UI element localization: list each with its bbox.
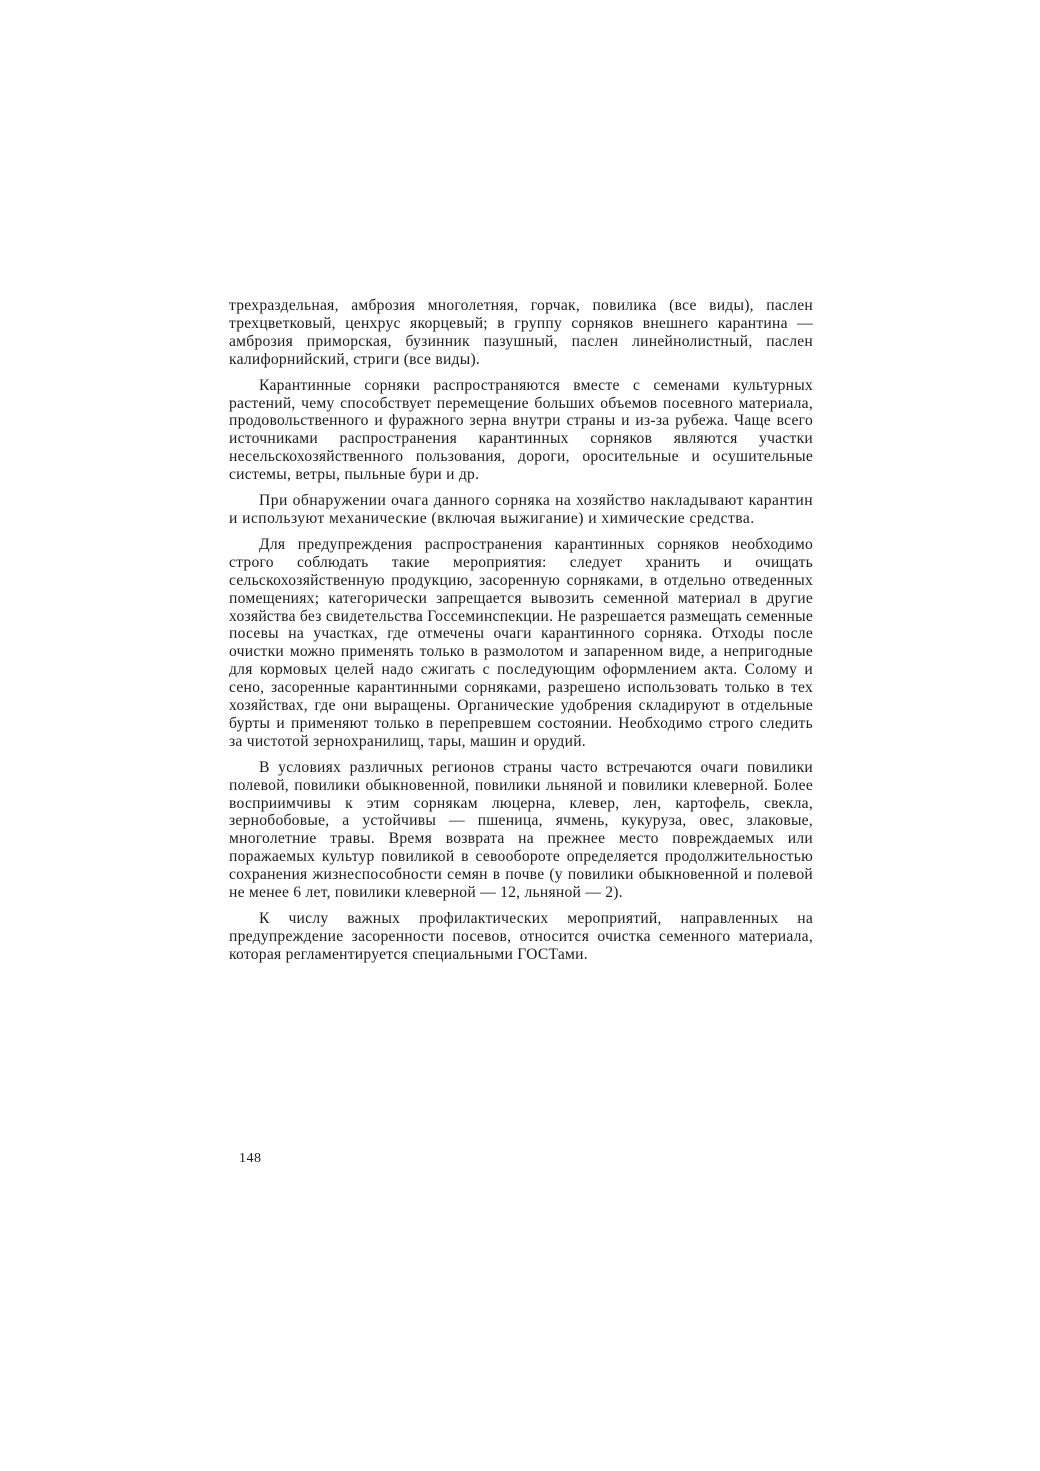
paragraph-1: трехраздельная, амброзия многолетняя, горчак, повилика (все виды), паслен трехцветковый, ценхрус якорцевый; в группу сорняков внешнего карантина — амброзия приморская, бузинник пазушный, паслен линейнолистный, паслен калифорнийский, стриги (все виды).	[229, 297, 813, 368]
paragraph-2: Карантинные сорняки распространяются вместе с семенами культурных растений, чему способствует перемещение больших объемов посевного материала, продовольственного и фуражного зерна внутри страны и из-за рубежа. Чаще всего источниками распространения карантинных сорняков являются участки несельскохозяйственного пользования, дороги, оросительные и осушительные системы, ветры, пыльные бури и др.	[229, 376, 813, 484]
page-text	[229, 297, 813, 972]
paragraph-4: Для предупреждения распространения карантинных сорняков необходимо строго соблюдать такие мероприятия: следует хранить и очищать сельскохозяйственную продукцию, засоренную сорняками, в отдельно отведенных помещениях; категорически запрещается вывозить семенной материал в другие хозяйства без свидетельства Госсеминспекции. Не разрешается размещать семенные посевы на участках, где отмечены очаги карантинного сорняка. Отходы после очистки можно применять только в размолотом и запаренном виде, а непригодные для кормовых целей надо сжигать с последующим оформлением акта. Солому и сено, засоренные карантинными сорняками, разрешено использовать только в тех хозяйствах, где они выращены. Органические удобрения складируют в отдельные бурты и применяют только в перепревшем состоянии. Необходимо строго следить за чистотой зернохранилищ, тары, машин и орудий.	[229, 535, 813, 750]
paragraph-5: В условиях различных регионов страны часто встречаются очаги повилики полевой, повилики обыкновенной, повилики льняной и повилики клеверной. Более восприимчивы к этим сорнякам люцерна, клевер, лен, картофель, свекла, зернобобовые, а устойчивы — пшеница, ячмень, кукуруза, овес, злаковые, многолетние травы. Время возврата на прежнее место повреждаемых или поражаемых культур повиликой в севообороте определяется продолжительностью сохранения жизнеспособности семян в почве (у повилики обыкновенной и полевой не менее 6 лет, повилики клеверной — 12, льняной — 2).	[229, 758, 813, 902]
paragraph-6: К числу важных профилактических мероприятий, направленных на предупреждение засоренности посевов, относится очистка семенного материала, которая регламентируется специальными ГОСТами.	[229, 910, 813, 963]
page-number: 148	[239, 1151, 262, 1166]
paragraph-3: При обнаружении очага данного сорняка на хозяйство накладывают карантин и используют механические (включая выжигание) и химические средства.	[229, 492, 813, 527]
